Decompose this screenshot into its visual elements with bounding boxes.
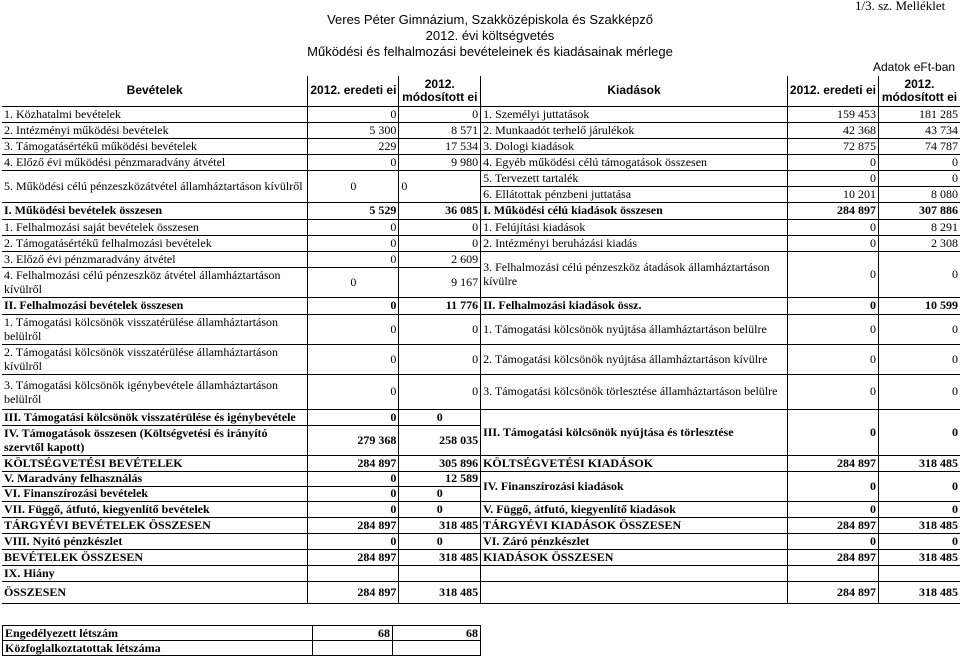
mod-value: 0 bbox=[399, 486, 481, 501]
public-workers-label: Közfoglalkoztatottak létszáma bbox=[3, 641, 313, 656]
mod-value: 0 bbox=[399, 314, 481, 344]
income-label: TÁRGYÉVI BEVÉTELEK ÖSSZESEN bbox=[2, 517, 308, 533]
table-row bbox=[2, 549, 960, 565]
table-row bbox=[3, 626, 481, 641]
orig2-value: 72 875 bbox=[787, 138, 878, 154]
mod2-value: 10 599 bbox=[878, 297, 960, 314]
income-label: VIII. Nyitó pénzkészlet bbox=[2, 533, 308, 549]
expense-label: 2. Támogatási kölcsönök nyújtása államháztartáson kívülre bbox=[481, 344, 788, 374]
income-label: 2. Támogatási kölcsönök visszatérülése államháztartáson kívülről bbox=[2, 344, 308, 374]
expense-header: Kiadások bbox=[481, 76, 788, 106]
orig-value: 0 bbox=[308, 314, 399, 344]
orig-value: 284 897 bbox=[308, 455, 399, 471]
mod2-value bbox=[878, 565, 960, 581]
expense-label: 3. Felhalmozási célú pénzeszköz átadások államháztartáson kívülre bbox=[481, 251, 788, 297]
orig-value: 0 bbox=[308, 409, 399, 425]
expense-label: 1. Támogatási kölcsönök nyújtása államháztartáson belülre bbox=[481, 314, 788, 344]
income-label: ÖSSZESEN bbox=[2, 581, 308, 603]
expense-label: IV. Finanszírozási kiadások bbox=[481, 471, 788, 501]
mod-value: 9 980 bbox=[399, 154, 481, 170]
orig-value: 279 368 bbox=[308, 425, 399, 455]
orig-value bbox=[308, 565, 399, 581]
orig-value: 0 bbox=[308, 267, 399, 297]
mod2-value: 307 886 bbox=[878, 202, 960, 219]
mod-value: 0 bbox=[399, 533, 481, 549]
income-label: II. Felhalmozási bevételek összesen bbox=[2, 297, 308, 314]
expense-label: KIADÁSOK ÖSSZESEN bbox=[481, 549, 788, 565]
mod2-value: 0 bbox=[878, 344, 960, 374]
orig2-value: 0 bbox=[787, 235, 878, 251]
orig2-value: 0 bbox=[787, 219, 878, 235]
orig-value: 284 897 bbox=[308, 581, 399, 603]
income-label: VI. Finanszírozási bevételek bbox=[2, 486, 308, 501]
table-row bbox=[3, 641, 481, 656]
mod-value: 0 bbox=[399, 219, 481, 235]
orig-value: 0 bbox=[308, 374, 399, 409]
mod2-value: 181 285 bbox=[878, 106, 960, 122]
table-row bbox=[2, 565, 960, 581]
public-workers-orig bbox=[313, 641, 393, 656]
mod2-value: 0 bbox=[878, 154, 960, 170]
expense-label: 1. Személyi juttatások bbox=[481, 106, 788, 122]
mod2-value: 0 bbox=[878, 501, 960, 517]
income-label: 3. Előző évi pénzmaradvány átvétel bbox=[2, 251, 308, 267]
orig-value: 0 bbox=[308, 297, 399, 314]
expense-label: 4. Egyéb működési célú támogatások összesen bbox=[481, 154, 788, 170]
expense-label: KÖLTSÉGVETÉSI KIADÁSOK bbox=[481, 455, 788, 471]
mod2-value: 0 bbox=[878, 374, 960, 409]
mod-value: 36 085 bbox=[399, 202, 481, 219]
orig-value: 0 bbox=[308, 219, 399, 235]
mod-value bbox=[399, 565, 481, 581]
income-label: 4. Felhalmozási célú pénzeszköz átvétel államháztartáson kívülről bbox=[2, 267, 308, 297]
mod2-value: 74 787 bbox=[878, 138, 960, 154]
mod2-value: 318 485 bbox=[878, 517, 960, 533]
table-row bbox=[2, 471, 960, 486]
income-label: BEVÉTELEK ÖSSZESEN bbox=[2, 549, 308, 565]
expense-label: VI. Záró pénzkészlet bbox=[481, 533, 788, 549]
mod-value: 17 534 bbox=[399, 138, 481, 154]
table-row bbox=[2, 219, 960, 235]
mod-value: 0 bbox=[399, 170, 481, 202]
expense-label: I. Működési célú kiadások összesen bbox=[481, 202, 788, 219]
mod2-value: 0 bbox=[878, 170, 960, 186]
orig2-value: 0 bbox=[787, 501, 878, 517]
table-row bbox=[2, 501, 960, 517]
mod2-value: 8 080 bbox=[878, 186, 960, 202]
income-label: 2. Intézményi működési bevételek bbox=[2, 122, 308, 138]
mod2-value: 8 291 bbox=[878, 219, 960, 235]
mod2-value: 2 308 bbox=[878, 235, 960, 251]
annex-label: 1/3. sz. Melléklet bbox=[855, 0, 946, 13]
mod-value: 2 609 bbox=[399, 251, 481, 267]
table-row bbox=[2, 314, 960, 344]
expense-label bbox=[481, 581, 788, 603]
table-row bbox=[2, 235, 960, 251]
orig-value: 0 bbox=[308, 251, 399, 267]
mod-value: 9 167 bbox=[399, 267, 481, 297]
table-row bbox=[2, 344, 960, 374]
orig2-value: 284 897 bbox=[787, 517, 878, 533]
income-label: 1. Közhatalmi bevételek bbox=[2, 106, 308, 122]
table-row bbox=[2, 106, 960, 122]
expense-label: TÁRGYÉVI KIADÁSOK ÖSSZESEN bbox=[481, 517, 788, 533]
income-label: I. Működési bevételek összesen bbox=[2, 202, 308, 219]
income-label: 3. Támogatásértékű működési bevételek bbox=[2, 138, 308, 154]
orig-value: 0 bbox=[308, 170, 399, 202]
expense-label: 2. Munkaadót terhelő járulékok bbox=[481, 122, 788, 138]
orig-value: 0 bbox=[308, 106, 399, 122]
mod2-value: 318 485 bbox=[878, 455, 960, 471]
orig2-value: 0 bbox=[787, 374, 878, 409]
orig2-value: 0 bbox=[787, 314, 878, 344]
orig2-value: 284 897 bbox=[787, 202, 878, 219]
table-row bbox=[2, 455, 960, 471]
income-label: 1. Támogatási kölcsönök visszatérülése államháztartáson belülről bbox=[2, 314, 308, 344]
expense-label: II. Felhalmozási kiadások össz. bbox=[481, 297, 788, 314]
orig2-value: 10 201 bbox=[787, 186, 878, 202]
mod-value: 318 485 bbox=[399, 581, 481, 603]
mod-value: 258 035 bbox=[399, 425, 481, 455]
orig-value: 0 bbox=[308, 471, 399, 486]
expense-label bbox=[481, 565, 788, 581]
mod-value: 11 776 bbox=[399, 297, 481, 314]
mod2-header: 2012. módosított ei bbox=[878, 76, 960, 106]
income-label: 3. Támogatási kölcsönök igénybevétele államháztartáson belülről bbox=[2, 374, 308, 409]
mod-value: 0 bbox=[399, 374, 481, 409]
table-row bbox=[2, 251, 960, 267]
orig2-value: 0 bbox=[787, 297, 878, 314]
mod2-value: 0 bbox=[878, 314, 960, 344]
balance-title: Működési és felhalmozási bevételeinek és kiadásainak mérlege bbox=[307, 44, 673, 59]
mod-value: 305 896 bbox=[399, 455, 481, 471]
orig-value: 0 bbox=[308, 154, 399, 170]
orig-value: 0 bbox=[308, 486, 399, 501]
staff-table bbox=[2, 625, 481, 656]
unit-label: Adatok eFt-ban bbox=[873, 60, 956, 74]
orig-value: 5 529 bbox=[308, 202, 399, 219]
table-row bbox=[2, 517, 960, 533]
orig-value: 0 bbox=[308, 533, 399, 549]
table-row bbox=[2, 581, 960, 603]
income-label: IX. Hiány bbox=[2, 565, 308, 581]
balance-table bbox=[2, 76, 960, 604]
approved-staff-orig: 68 bbox=[313, 626, 393, 641]
income-label: 4. Előző évi működési pénzmaradvány átvétel bbox=[2, 154, 308, 170]
mod-value: 0 bbox=[399, 235, 481, 251]
mod-value: 318 485 bbox=[399, 549, 481, 565]
income-label: IV. Támogatások összesen (Költségvetési és irányító szervtől kapott) bbox=[2, 425, 308, 455]
table-row bbox=[2, 202, 960, 219]
orig-value: 284 897 bbox=[308, 549, 399, 565]
income-header: Bevételek bbox=[2, 76, 308, 106]
mod2-value: 0 bbox=[878, 409, 960, 455]
expense-label: 3. Támogatási kölcsönök törlesztése államháztartáson belülre bbox=[481, 374, 788, 409]
mod2-value: 43 734 bbox=[878, 122, 960, 138]
mod-value: 8 571 bbox=[399, 122, 481, 138]
table-row bbox=[2, 154, 960, 170]
orig2-value: 0 bbox=[787, 409, 878, 455]
mod-value: 0 bbox=[399, 344, 481, 374]
approved-staff-mod: 68 bbox=[393, 626, 481, 641]
mod-value: 12 589 bbox=[399, 471, 481, 486]
orig2-value: 0 bbox=[787, 251, 878, 297]
mod-value: 0 bbox=[399, 501, 481, 517]
orig2-value: 0 bbox=[787, 344, 878, 374]
table-row bbox=[2, 374, 960, 409]
orig2-value: 0 bbox=[787, 533, 878, 549]
orig2-value: 284 897 bbox=[787, 549, 878, 565]
orig2-value: 42 368 bbox=[787, 122, 878, 138]
orig-value: 229 bbox=[308, 138, 399, 154]
income-label: KÖLTSÉGVETÉSI BEVÉTELEK bbox=[2, 455, 308, 471]
income-label: III. Támogatási kölcsönök visszatérülése és igénybevétele bbox=[2, 409, 308, 425]
mod2-value: 0 bbox=[878, 251, 960, 297]
table-row bbox=[2, 297, 960, 314]
orig-value: 284 897 bbox=[308, 517, 399, 533]
budget-year-title: 2012. évi költségvetés bbox=[425, 28, 555, 43]
table-row bbox=[2, 409, 960, 425]
mod2-value: 0 bbox=[878, 471, 960, 501]
orig2-value bbox=[787, 565, 878, 581]
mod2-value: 318 485 bbox=[878, 549, 960, 565]
orig2-header: 2012. eredeti ei bbox=[787, 76, 878, 106]
income-label: VII. Függő, átfutó, kiegyenlítő bevételek bbox=[2, 501, 308, 517]
table-row bbox=[2, 170, 960, 186]
orig2-value: 159 453 bbox=[787, 106, 878, 122]
orig2-value: 0 bbox=[787, 154, 878, 170]
table-row bbox=[2, 138, 960, 154]
mod2-value: 0 bbox=[878, 533, 960, 549]
orig2-value: 0 bbox=[787, 471, 878, 501]
orig-value: 5 300 bbox=[308, 122, 399, 138]
expense-label: V. Függő, átfutó, kiegyenlítő kiadások bbox=[481, 501, 788, 517]
orig-value: 0 bbox=[308, 235, 399, 251]
orig-value: 0 bbox=[308, 344, 399, 374]
expense-label: 1. Felújítási kiadások bbox=[481, 219, 788, 235]
income-label: V. Maradvány felhasználás bbox=[2, 471, 308, 486]
institution-title: Veres Péter Gimnázium, Szakközépiskola és Szakképző bbox=[327, 12, 653, 27]
income-label: 1. Felhalmozási saját bevételek összesen bbox=[2, 219, 308, 235]
public-workers-mod bbox=[393, 641, 481, 656]
orig2-value: 0 bbox=[787, 170, 878, 186]
orig-value: 0 bbox=[308, 501, 399, 517]
approved-staff-label: Engedélyezett létszám bbox=[3, 626, 313, 641]
expense-label: 6. Ellátottak pénzbeni juttatása bbox=[481, 186, 788, 202]
expense-label: 2. Intézményi beruházási kiadás bbox=[481, 235, 788, 251]
mod2-value: 318 485 bbox=[878, 581, 960, 603]
expense-label: 3. Dologi kiadások bbox=[481, 138, 788, 154]
orig2-value: 284 897 bbox=[787, 581, 878, 603]
table-row bbox=[2, 122, 960, 138]
mod-value: 0 bbox=[399, 106, 481, 122]
mod-value: 318 485 bbox=[399, 517, 481, 533]
mod-header: 2012. módosított ei bbox=[399, 76, 481, 106]
income-label: 2. Támogatásértékű felhalmozási bevételek bbox=[2, 235, 308, 251]
orig2-value: 284 897 bbox=[787, 455, 878, 471]
orig-header: 2012. eredeti ei bbox=[308, 76, 399, 106]
expense-label: III. Támogatási kölcsönök nyújtása és törlesztése bbox=[481, 409, 788, 455]
mod-value: 0 bbox=[399, 409, 481, 425]
expense-label: 5. Tervezett tartalék bbox=[481, 170, 788, 186]
table-row bbox=[2, 533, 960, 549]
income-label: 5. Működési célú pénzeszközátvétel államháztartáson kívülről bbox=[2, 170, 308, 202]
